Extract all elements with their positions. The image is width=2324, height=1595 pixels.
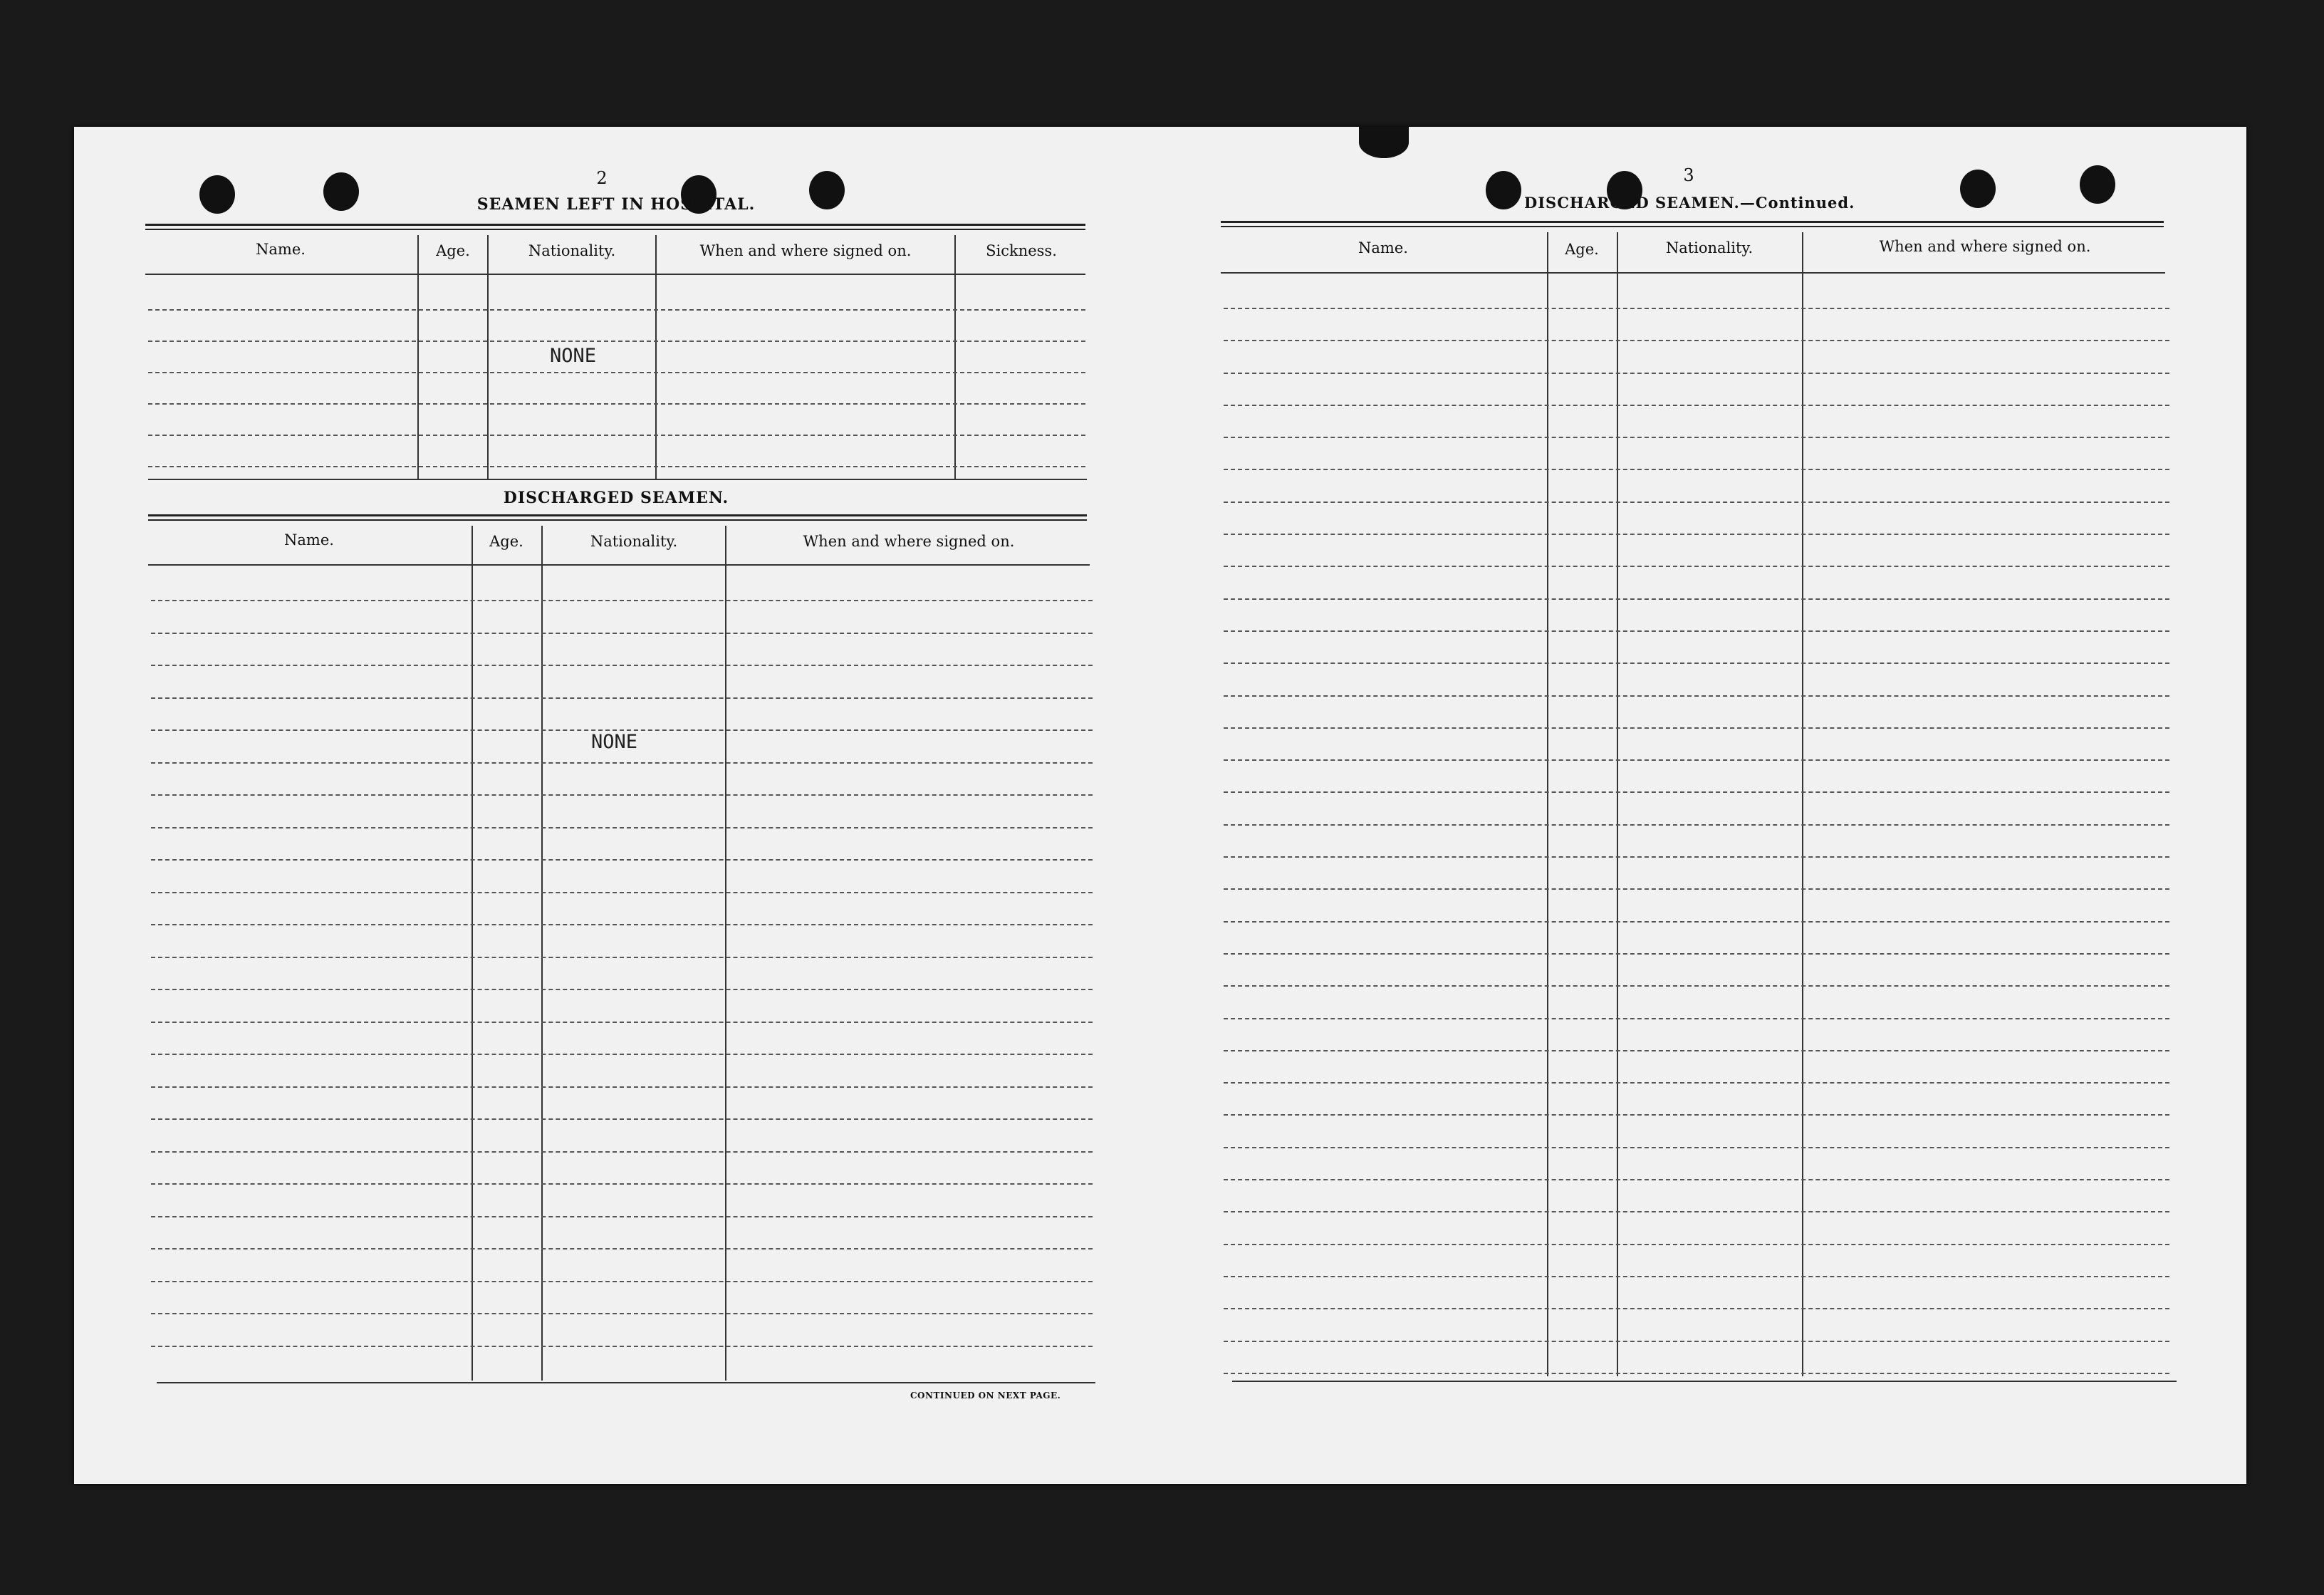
table-row <box>1224 566 2169 567</box>
column-divider <box>1617 232 1618 1376</box>
table-row <box>1224 469 2169 470</box>
page-number: 3 <box>1683 165 1694 185</box>
table-row <box>1224 1114 2169 1116</box>
table-row <box>1224 437 2169 438</box>
table-row <box>1224 1179 2169 1180</box>
column-header-name: Name. <box>284 531 334 549</box>
table-row <box>1224 727 2169 729</box>
table-row <box>1224 759 2169 761</box>
table-row <box>1224 598 2169 600</box>
column-header-age: Age. <box>489 533 523 550</box>
table-row <box>1224 1244 2169 1245</box>
column-header-name: Name. <box>256 241 306 258</box>
right-table-top-rule <box>1221 221 2164 227</box>
table-row <box>1224 695 2169 697</box>
table-row <box>1224 308 2169 309</box>
table-row <box>1224 502 2169 503</box>
table-row <box>1224 1341 2169 1342</box>
column-header-nationality: Nationality. <box>528 242 616 259</box>
table-row <box>1224 791 2169 793</box>
table-row <box>1224 1211 2169 1212</box>
right-header-rule <box>1221 272 2165 274</box>
table-row <box>1224 1018 2169 1019</box>
column-header-name: Name. <box>1358 239 1408 256</box>
column-header-nationality: Nationality. <box>590 533 678 550</box>
column-header-signed-on: When and where signed on. <box>1879 238 2091 255</box>
column-header-signed-on: When and where signed on. <box>803 533 1015 550</box>
column-divider <box>1547 232 1548 1376</box>
column-header-nationality: Nationality. <box>1665 239 1754 256</box>
table-row <box>1224 373 2169 374</box>
discharged-continued-title: DISCHARGED SEAMEN.—Continued. <box>1524 194 1855 212</box>
column-header-signed-on: When and where signed on. <box>699 242 912 259</box>
column-header-age: Age. <box>1565 241 1599 258</box>
continued-footer: CONTINUED ON NEXT PAGE. <box>910 1391 1061 1401</box>
table-row <box>1224 824 2169 826</box>
right-table-bottom-rule <box>1232 1381 2177 1382</box>
table-row <box>1224 953 2169 955</box>
table-row <box>1224 340 2169 341</box>
column-header-age: Age. <box>436 242 470 259</box>
table-row <box>1224 1308 2169 1309</box>
table-row <box>1224 1082 2169 1084</box>
column-divider <box>1802 232 1803 1376</box>
table-row <box>1224 1050 2169 1051</box>
table-row <box>1224 1147 2169 1148</box>
column-header-sickness: Sickness. <box>986 242 1057 259</box>
table-row <box>1224 985 2169 987</box>
table-row <box>1224 630 2169 632</box>
table-row <box>1224 1373 2169 1374</box>
table-row <box>1224 888 2169 890</box>
hospital-section-title: SEAMEN LEFT IN HOSPITAL. <box>476 195 756 214</box>
discharged-none-entry: NONE <box>591 731 638 753</box>
hospital-none-entry: NONE <box>550 345 597 367</box>
discharged-section-title: DISCHARGED SEAMEN. <box>503 489 729 507</box>
table-row <box>1224 663 2169 664</box>
page-number: 2 <box>596 168 608 188</box>
table-row <box>1224 921 2169 923</box>
table-row <box>1224 1276 2169 1277</box>
table-row <box>1224 534 2169 535</box>
table-row <box>1224 405 2169 406</box>
table-row <box>1224 856 2169 858</box>
